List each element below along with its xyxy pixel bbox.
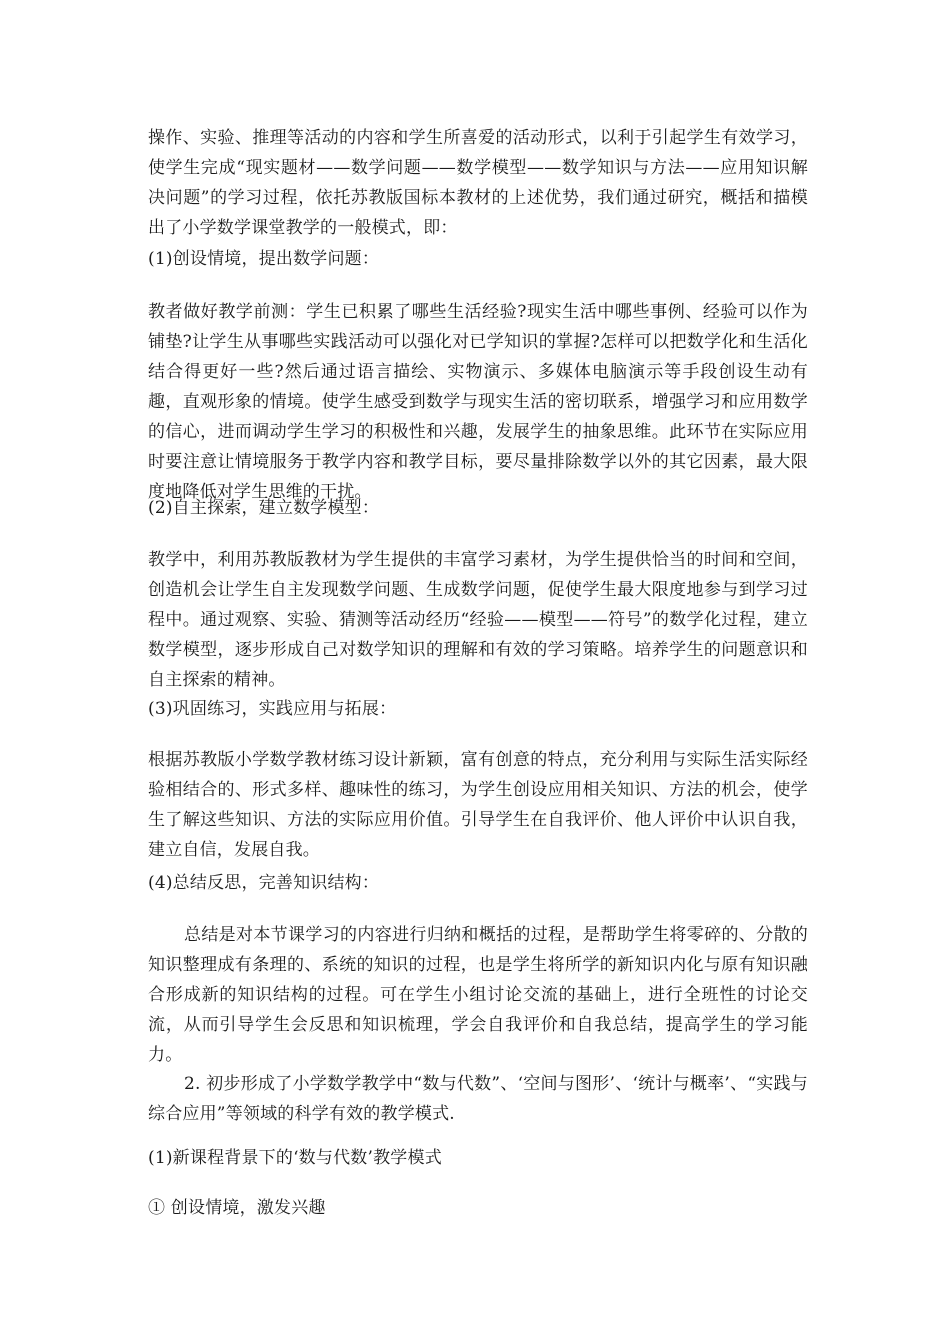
point-2-paragraph: 2. 初步形成了小学数学教学中“数与代数”、‘空间与图形’、‘统计与概率’、“实践与综合应用”等领域的科学有效的教学模式. bbox=[148, 1074, 808, 1124]
section-1-paragraph: 教者做好教学前测：学生已积累了哪些生活经验?现实生活中哪些事例、经验可以作为铺垫?让学生从事哪些实践活动可以强化对已学知识的掌握?怎样可以把数学化和生活化结合得更好一些?然后通过语言描绘、实物演示、多媒体电脑演示等手段创设生动有趣，直观形象的情境。使学生感受到数学与现实生活的密切联系，增强学习和应用数学的信心，进而调动学生学习的积极性和兴趣，发展学生的抽象思维。此环节在实际应用时要注意让情境服务于教学内容和教学目标，要尽量排除数学以外的其它因素，最大限度地降低对学生思维的干扰。 bbox=[148, 302, 808, 502]
section-3-paragraph: 根据苏教版小学数学教材练习设计新颖，富有创意的特点，充分利用与实际生活实际经验相结合的、形式多样、趣味性的练习，为学生创设应用相关知识、方法的机会，使学生了解这些知识、方法的实际应用价值。引导学生在自我评价、他人评价中认识自我，建立自信，发展自我。 bbox=[148, 750, 808, 860]
subsection-step-1: ① 创设情境，激发兴趣 bbox=[148, 1198, 326, 1218]
intro-paragraph: 操作、实验、推理等活动的内容和学生所喜爱的活动形式，以利于引起学生有效学习，使学生完成“现实题材——数学问题——数学模型——数学知识与方法——应用知识解决问题”的学习过程，依托苏教版国标本教材的上述优势，我们通过研究，概括和描模出了小学数学课堂教学的一般模式，即： bbox=[148, 128, 808, 238]
section-heading-3: (3)巩固练习，实践应用与拓展： bbox=[148, 699, 397, 719]
subsection-heading-1: (1)新课程背景下的‘数与代数’教学模式 bbox=[148, 1148, 442, 1168]
section-2-paragraph: 教学中，利用苏教版教材为学生提供的丰富学习素材，为学生提供恰当的时间和空间，创造机会让学生自主发现数学问题、生成数学问题，促使学生最大限度地参与到学习过程中。通过观察、实验、猜测等活动经历“经验——模型——符号”的数学化过程，建立数学模型，逐步形成自己对数学知识的理解和有效的学习策略。培养学生的问题意识和自主探索的精神。 bbox=[148, 550, 808, 690]
section-heading-4: (4)总结反思，完善知识结构： bbox=[148, 873, 380, 893]
section-heading-2: (2)自主探索，建立数学模型： bbox=[148, 498, 380, 518]
section-heading-1: (1)创设情境，提出数学问题： bbox=[148, 249, 380, 269]
section-4-paragraph: 总结是对本节课学习的内容进行归纳和概括的过程，是帮助学生将零碎的、分散的知识整理成有条理的、系统的知识的过程，也是学生将所学的新知识内化与原有知识融合形成新的知识结构的过程。可在学生小组讨论交流的基础上，进行全班性的讨论交流，从而引导学生会反思和知识梳理，学会自我评价和自我总结，提高学生的学习能力。 bbox=[148, 925, 808, 1065]
